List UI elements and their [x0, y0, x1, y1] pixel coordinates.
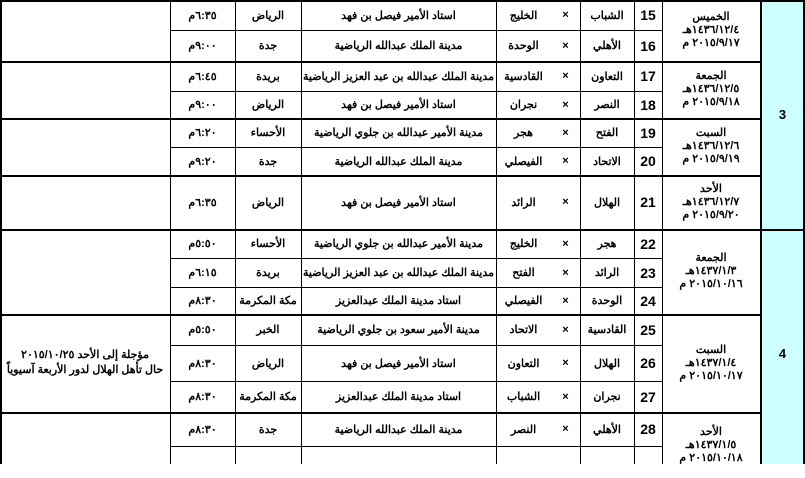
date-line: ١٤٣٧/١/٥هـ: [685, 438, 737, 451]
column-divider: [301, 0, 302, 464]
versus-symbol: ×: [562, 423, 569, 435]
away-team: التعاون: [507, 357, 540, 370]
match-number: 24: [640, 292, 656, 309]
match-number: 18: [640, 96, 656, 113]
match-number: 22: [640, 235, 656, 252]
day-divider: [0, 61, 760, 63]
stadium-name: مدينة الملك عبدالله الرياضية: [334, 155, 463, 168]
home-team: الشباب: [590, 9, 624, 22]
kickoff-time: ٦:٣٥م: [188, 196, 217, 209]
stadium-name: استاد مدينة الملك عبدالعزيز: [335, 391, 462, 403]
versus-symbol: ×: [562, 98, 569, 111]
kickoff-time: ٦:٤٥م: [188, 70, 217, 83]
match-number: 20: [640, 153, 656, 169]
city-name: الرياض: [251, 357, 285, 370]
city-name: الرياض: [251, 196, 285, 209]
home-team: الأهلي: [593, 423, 621, 436]
match-number: 15: [640, 7, 656, 23]
away-team: النصر: [510, 423, 537, 436]
away-team: نجران: [509, 99, 538, 111]
row-divider: [170, 345, 662, 346]
date-line: الأحد: [700, 182, 722, 195]
note-line: مؤجلة إلى الأحد ٢٠١٥/١٠/٢٥: [21, 349, 149, 361]
city-name: بريدة: [256, 267, 280, 279]
away-team: الفتح: [512, 267, 535, 279]
postponement-note: [0, 345, 170, 381]
date-line: الأحد: [700, 425, 722, 438]
stadium-name: استاد الأمير فيصل بن فهد: [341, 196, 456, 209]
date-line: ١٤٣٦/١٢/٧هـ: [682, 195, 740, 208]
home-team: الهلال: [593, 196, 621, 209]
date-line: ١٤٣٧/١/٣هـ: [685, 265, 737, 277]
versus-symbol: ×: [562, 294, 569, 307]
versus-symbol: ×: [562, 9, 569, 21]
stadium-name: مدينة الأمير سعود بن جلوي الرياضية: [317, 324, 480, 336]
round-divider: [0, 229, 805, 231]
kickoff-time: ٩:٠٠م: [188, 99, 217, 111]
home-team: القادسية: [587, 324, 627, 336]
column-divider: [760, 0, 762, 464]
home-team: الاتحاد: [593, 155, 621, 168]
away-team: الخليج: [509, 238, 538, 250]
city-name: الأحساء: [250, 238, 286, 250]
match-day-date: [662, 412, 760, 478]
versus-symbol: ×: [562, 39, 569, 52]
versus-symbol: ×: [562, 390, 569, 403]
stadium-name: مدينة الملك عبدالله بن عبد العزيز الرياضية: [302, 267, 495, 279]
match-day-date: [662, 61, 760, 118]
city-name: الرياض: [251, 9, 285, 22]
versus-symbol: ×: [562, 155, 569, 167]
date-line: السبت: [695, 343, 727, 356]
kickoff-time: ٦:٢٠م: [188, 127, 217, 139]
city-name: جدة: [258, 40, 278, 52]
home-team: نجران: [593, 391, 621, 403]
kickoff-time: ٨:٣٠م: [188, 295, 217, 307]
match-number: 27: [640, 388, 656, 405]
kickoff-time: ٦:٣٥م: [188, 9, 217, 22]
date-line: ٢٠١٥/٩/١٧ م: [682, 37, 740, 49]
versus-symbol: ×: [562, 357, 569, 369]
city-name: الأحساء: [250, 127, 286, 139]
date-line: الجمعة: [695, 70, 727, 82]
kickoff-time: ٥:٥٠م: [188, 238, 217, 250]
date-line: ٢٠١٥/١٠/١٨ م: [679, 451, 743, 464]
row-divider: [170, 446, 662, 447]
row-divider: [170, 91, 662, 92]
date-line: ٢٠١٥/٩/٢٠ م: [682, 208, 740, 221]
match-day-date: [662, 314, 760, 412]
away-team: الشباب: [506, 391, 541, 403]
away-team: الاتحاد: [509, 324, 538, 336]
match-day-date: [662, 229, 760, 314]
kickoff-time: ٩:٠٠م: [188, 40, 217, 52]
date-line: الخميس: [692, 11, 730, 23]
versus-symbol: ×: [562, 237, 569, 250]
home-team: الوحدة: [591, 295, 623, 307]
date-line: السبت: [695, 127, 727, 139]
kickoff-time: ٨:٣٠م: [188, 357, 217, 370]
city-name: مكة المكرمة: [239, 391, 297, 403]
match-number: 26: [640, 355, 656, 371]
column-divider: [170, 0, 171, 464]
versus-symbol: ×: [562, 323, 569, 336]
day-divider: [0, 175, 760, 177]
row-divider: [170, 258, 662, 259]
round-divider: [0, 0, 805, 2]
versus-symbol: ×: [562, 266, 569, 279]
match-number: 16: [640, 37, 656, 54]
date-line: ٢٠١٥/١٠/١٦ م: [679, 278, 743, 290]
match-number: 25: [640, 321, 656, 338]
home-team: الرائد: [594, 267, 620, 279]
versus-symbol: ×: [562, 196, 569, 208]
city-name: الرياض: [251, 99, 285, 111]
match-number: 21: [640, 194, 656, 210]
kickoff-time: ٥:٥٠م: [188, 324, 217, 336]
home-team: الفتح: [595, 127, 619, 139]
match-number: 28: [640, 421, 656, 437]
away-team: القادسية: [504, 70, 543, 83]
versus-symbol: ×: [562, 126, 569, 139]
column-divider: [0, 0, 2, 464]
match-number: 23: [640, 264, 656, 281]
versus-symbol: ×: [562, 70, 569, 82]
round-number: 4: [778, 346, 787, 361]
match-number: 17: [640, 68, 656, 84]
row-divider: [170, 147, 662, 148]
city-name: جدة: [258, 423, 278, 436]
date-line: الجمعة: [695, 252, 727, 264]
away-team: هجر: [514, 127, 533, 139]
kickoff-time: ٩:٢٠م: [188, 155, 217, 168]
match-number: 19: [640, 124, 656, 141]
home-team: الأهلي: [593, 40, 621, 52]
column-divider: [235, 0, 236, 464]
stadium-name: استاد الأمير فيصل بن فهد: [341, 99, 456, 111]
stadium-name: استاد الأمير فيصل بن فهد: [341, 9, 456, 22]
away-team: الرائد: [511, 196, 536, 209]
day-divider: [0, 118, 760, 120]
note-line: حال تأهل الهلال لدور الأربعة آسيوياً: [6, 364, 164, 376]
date-line: ٢٠١٥/٩/١٨ م: [682, 96, 740, 108]
away-team: الفيصلي: [504, 155, 543, 168]
match-day-date: [662, 118, 760, 175]
away-team: الوحدة: [508, 40, 539, 52]
stadium-name: استاد الأمير فيصل بن فهد: [341, 357, 456, 370]
date-line: ١٤٣٦/١٢/٥هـ: [682, 83, 740, 95]
day-divider: [0, 412, 760, 414]
home-team: الهلال: [593, 357, 621, 370]
away-team: الخليج: [509, 9, 538, 22]
column-divider: [662, 0, 663, 464]
day-divider: [0, 314, 760, 316]
date-line: ١٤٣٦/١٢/٤هـ: [682, 24, 740, 36]
home-team: هجر: [597, 238, 617, 250]
date-line: ١٤٣٦/١٢/٦هـ: [682, 140, 740, 152]
kickoff-time: ٨:٣٠م: [188, 391, 217, 403]
date-line: ٢٠١٥/١٠/١٧ م: [679, 369, 743, 382]
date-line: ١٤٣٧/١/٤هـ: [685, 356, 737, 369]
kickoff-time: ٦:١٥م: [188, 267, 217, 279]
row-divider: [170, 30, 662, 31]
date-line: ٢٠١٥/٩/١٩ م: [682, 153, 740, 165]
column-divider: [634, 0, 635, 464]
match-day-date: [662, 0, 760, 61]
column-divider: [580, 0, 581, 464]
stadium-name: مدينة الملك عبدالله الرياضية: [334, 40, 463, 52]
city-name: مكة المكرمة: [239, 295, 297, 307]
city-name: الخبر: [256, 324, 280, 336]
city-name: جدة: [258, 155, 278, 168]
match-day-date: [662, 175, 760, 229]
stadium-name: مدينة الملك عبدالله بن عبد العزيز الرياضية: [302, 70, 495, 83]
kickoff-time: ٨:٣٠م: [188, 423, 217, 436]
home-team: النصر: [594, 99, 620, 111]
stadium-name: استاد مدينة الملك عبدالعزيز: [335, 295, 462, 307]
away-team: الفيصلي: [504, 295, 543, 307]
city-name: بريدة: [256, 70, 280, 83]
row-divider: [170, 287, 662, 288]
round-number: 3: [778, 107, 787, 122]
row-divider: [170, 381, 662, 382]
stadium-name: مدينة الملك عبدالله الرياضية: [334, 423, 463, 436]
column-divider: [496, 0, 497, 464]
stadium-name: مدينة الأمير عبدالله بن جلوي الرياضية: [313, 238, 484, 250]
home-team: التعاون: [591, 70, 623, 83]
stadium-name: مدينة الأمير عبدالله بن جلوي الرياضية: [313, 127, 484, 139]
